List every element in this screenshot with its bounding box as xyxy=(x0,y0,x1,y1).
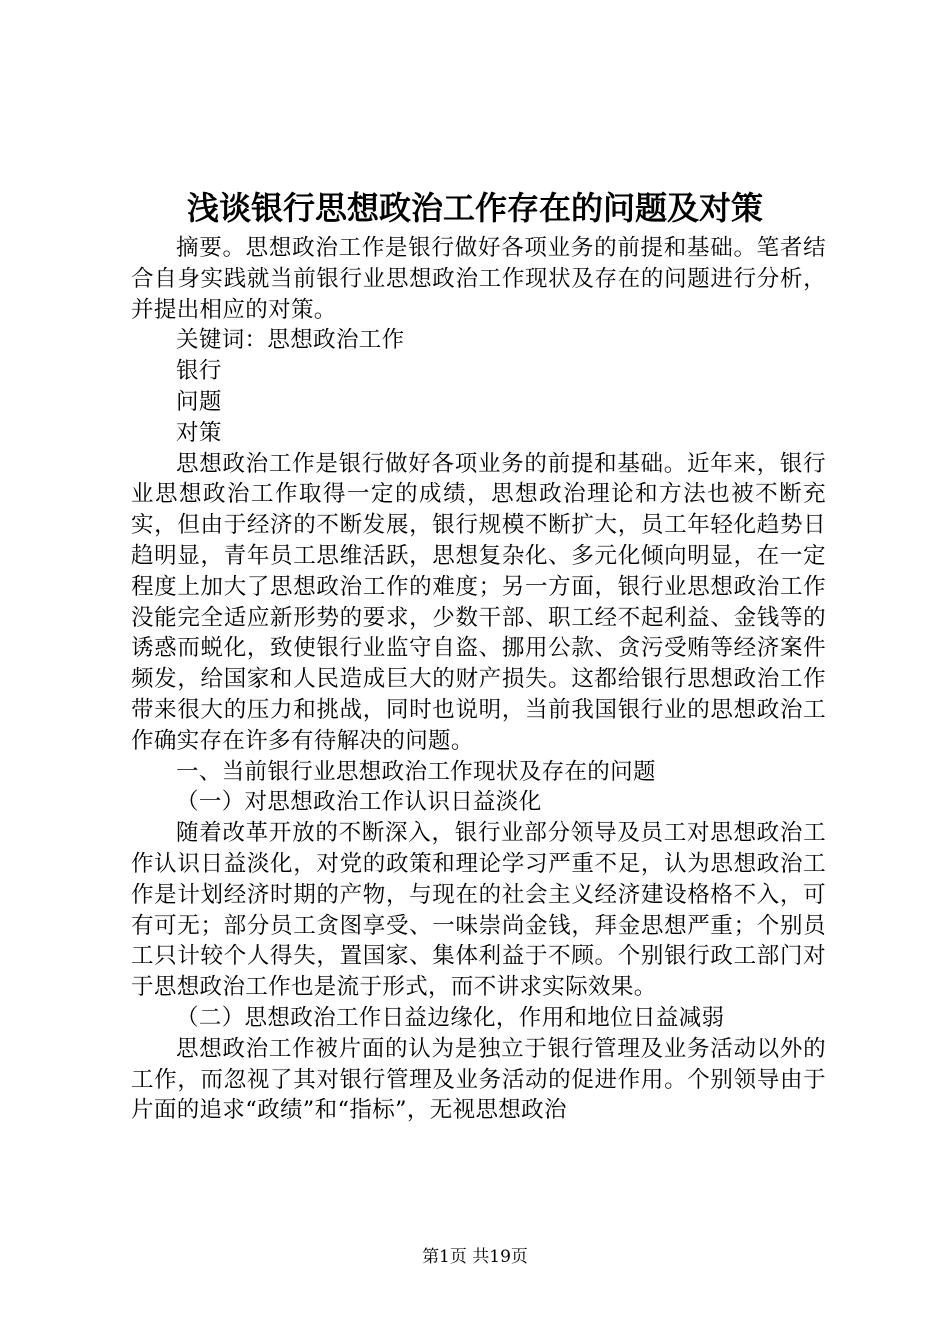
document-title: 浅谈银行思想政治工作存在的问题及对策 xyxy=(186,189,763,227)
subsection-heading: （二）思想政治工作日益边缘化，作用和地位日益减弱 xyxy=(176,1004,725,1031)
subsection-heading: （一）对思想政治工作认识日益淡化 xyxy=(176,789,542,816)
keyword-item: 对策 xyxy=(176,419,222,446)
document-body xyxy=(131,233,826,1126)
abstract-paragraph: 摘要。思想政治工作是银行做好各项业务的前提和基础。笔者结合自身实践就当前银行业思想政治工作现状及存在的问题进行分析，并提出相应的对策。 xyxy=(131,235,826,323)
keyword-item: 问题 xyxy=(176,388,222,415)
body-paragraph: 随着改革开放的不断深入，银行业部分领导及员工对思想政治工作认识日益淡化，对党的政策和理论学习严重不足，认为思想政治工作是计划经济时期的产物，与现在的社会主义经济建设格格不入，可有可无；部分员工贪图享受、一味崇尚金钱，拜金思想严重；个别员工只计较个人得失，置国家、集体利益于不顾。个别银行政工部门对于思想政治工作也是流于形式，而不讲求实际效果。 xyxy=(131,820,826,1001)
intro-paragraph: 思想政治工作是银行做好各项业务的前提和基础。近年来，银行业思想政治工作取得一定的成绩，思想政治理论和方法也被不断充实，但由于经济的不断发展，银行规模不断扩大，员工年轻化趋势日趋明显，青年员工思维活跃，思想复杂化、多元化倾向明显，在一定程度上加大了思想政治工作的难度；另一方面，银行业思想政治工作没能完全适应新形势的要求，少数干部、职工经不起利益、金钱等的诱惑而蜕化，致使银行业监守自盗、挪用公款、贪污受贿等经济案件频发，给国家和人民造成巨大的财产损失。这都给银行思想政治工作带来很大的压力和挑战，同时也说明，当前我国银行业的思想政治工作确实存在许多有待解决的问题。 xyxy=(131,450,826,754)
keywords-line: 关键词：思想政治工作 xyxy=(176,327,405,354)
section-heading: 一、当前银行业思想政治工作现状及存在的问题 xyxy=(176,758,656,785)
page-footer: 第1页 共19页 xyxy=(422,1247,528,1267)
keyword-item: 银行 xyxy=(176,358,222,385)
body-paragraph: 思想政治工作被片面的认为是独立于银行管理及业务活动以外的工作，而忽视了其对银行管理及业务活动的促进作用。个别领导由于片面的追求“政绩”和“指标”，无视思想政治 xyxy=(131,1035,826,1124)
